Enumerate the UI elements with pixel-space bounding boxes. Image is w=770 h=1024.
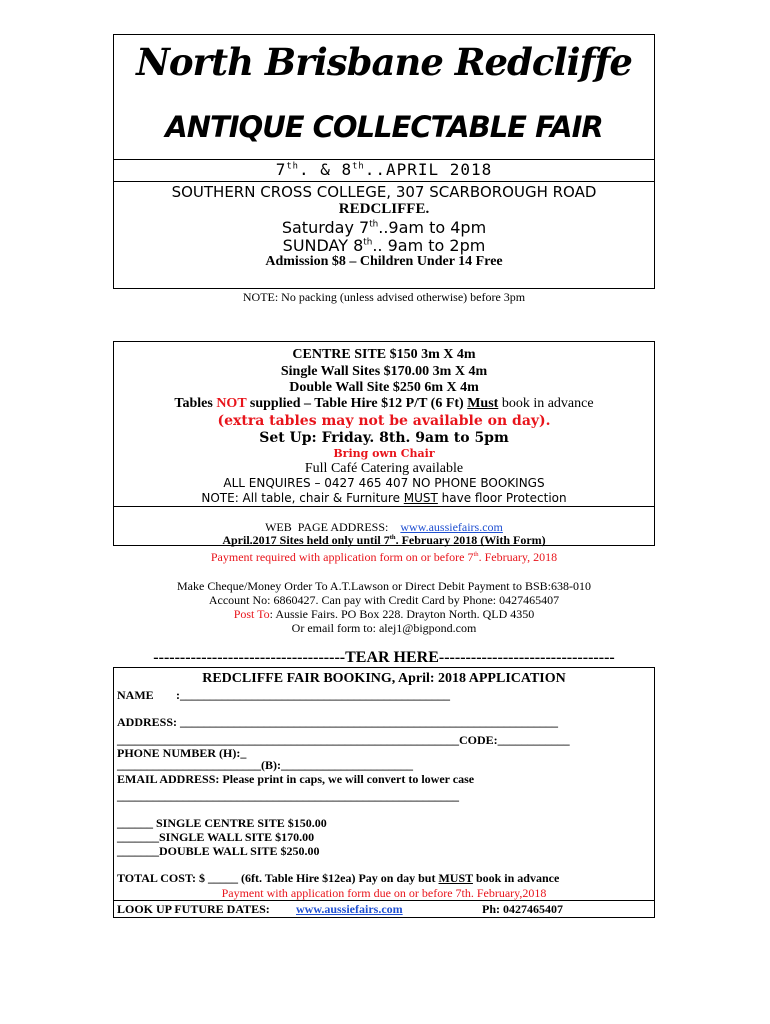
setup-time: Set Up: Friday. 8th. 9am to 5pm <box>259 430 509 446</box>
fair-subtitle: ANTIQUE COLLECTABLE FAIR <box>165 110 603 144</box>
fair-dates: 7th. & 8th..APRIL 2018 <box>275 160 493 179</box>
single-wall-price: Single Wall Sites $170.00 3m X 4m <box>280 364 488 379</box>
bring-chair-note: Bring own Chair <box>333 447 435 460</box>
future-dates-label: LOOK UP FUTURE DATES: <box>117 902 270 916</box>
postcode-field[interactable]: _________________________________________________________CODE:____________ <box>117 733 570 747</box>
cafe-note: Full Café Catering available <box>304 461 464 476</box>
saturday-hours: Saturday 7th..9am to 4pm <box>281 218 487 237</box>
sites-held-note: April.2017 Sites held only until 7th. February 2018 (With Form) <box>222 533 546 547</box>
single-centre-option[interactable]: ______ SINGLE CENTRE SITE $150.00 <box>117 816 327 830</box>
venue-suburb: REDCLIFFE. <box>338 201 430 217</box>
packing-note: NOTE: No packing (unless advised otherwise) before 3pm <box>242 290 526 304</box>
web-address-line: WEB PAGE ADDRESS: www.aussiefairs.com <box>265 520 503 534</box>
email-label: EMAIL ADDRESS: Please print in caps, we will convert to lower case <box>117 772 475 786</box>
name-label: NAME <box>117 688 154 702</box>
admission-price: Admission $8 – Children Under 14 Free <box>265 254 503 269</box>
booking-form-title: REDCLIFFE FAIR BOOKING, April: 2018 APPLICATION <box>202 671 566 686</box>
address-field[interactable]: ADDRESS: _______________________________________________________________ <box>117 715 559 729</box>
payment-due-note: Payment with application form due on or before 7th. February,2018 <box>221 886 547 900</box>
double-wall-option[interactable]: _______DOUBLE WALL SITE $250.00 <box>117 844 320 858</box>
sunday-hours: SUNDAY 8th.. 9am to 2pm <box>282 236 486 255</box>
postal-address: Post To: Aussie Fairs. PO Box 228. Drayton North. QLD 4350 <box>233 607 535 621</box>
venue-line: SOUTHERN CROSS COLLEGE, 307 SCARBOROUGH ROAD <box>171 183 597 201</box>
extra-tables-warning: (extra tables may not be available on day). <box>217 413 551 429</box>
table-hire-line: Tables NOT supplied – Table Hire $12 P/T (6 Ft) Must book in advance <box>174 396 594 411</box>
phone-home-field[interactable]: PHONE NUMBER (H):_ <box>117 746 247 760</box>
account-details: Account No: 6860427. Can pay with Credit Card by Phone: 0427465407 <box>208 593 560 607</box>
phone-business-field[interactable]: ________________________(B):______________________ <box>117 758 413 772</box>
single-wall-option[interactable]: _______SINGLE WALL SITE $170.00 <box>117 830 315 844</box>
double-wall-price: Double Wall Site $250 6m X 4m <box>289 380 479 395</box>
enquiries-line: ALL ENQUIRES – 0427 465 407 NO PHONE BOOKINGS <box>223 476 545 490</box>
contact-phone: Ph: 0427465407 <box>482 902 563 916</box>
email-field[interactable]: _________________________________________________________ <box>117 789 459 803</box>
fair-title: North Brisbane Redcliffe <box>136 40 632 84</box>
floor-protection-note: NOTE: All table, chair & Furniture MUST have floor Protection <box>201 491 567 505</box>
email-instructions: Or email form to: alej1@bigpond.com <box>291 621 477 635</box>
total-cost-field[interactable]: TOTAL COST: $ _____ (6ft. Table Hire $12ea) Pay on day but MUST book in advance <box>117 871 560 885</box>
tear-here-line: ------------------------------------TEAR HERE--------------------------------- <box>153 649 615 666</box>
name-field[interactable]: :_____________________________________________ <box>176 688 450 702</box>
cheque-details: Make Cheque/Money Order To A.T.Lawson or Direct Debit Payment to BSB:638-010 <box>177 579 591 593</box>
website-link[interactable]: www.aussiefairs.com <box>400 520 503 534</box>
payment-required-note: Payment required with application form on or before 7th. February, 2018 <box>210 550 558 564</box>
future-dates-link[interactable]: www.aussiefairs.com <box>296 902 403 916</box>
centre-site-price: CENTRE SITE $150 3m X 4m <box>292 347 476 362</box>
